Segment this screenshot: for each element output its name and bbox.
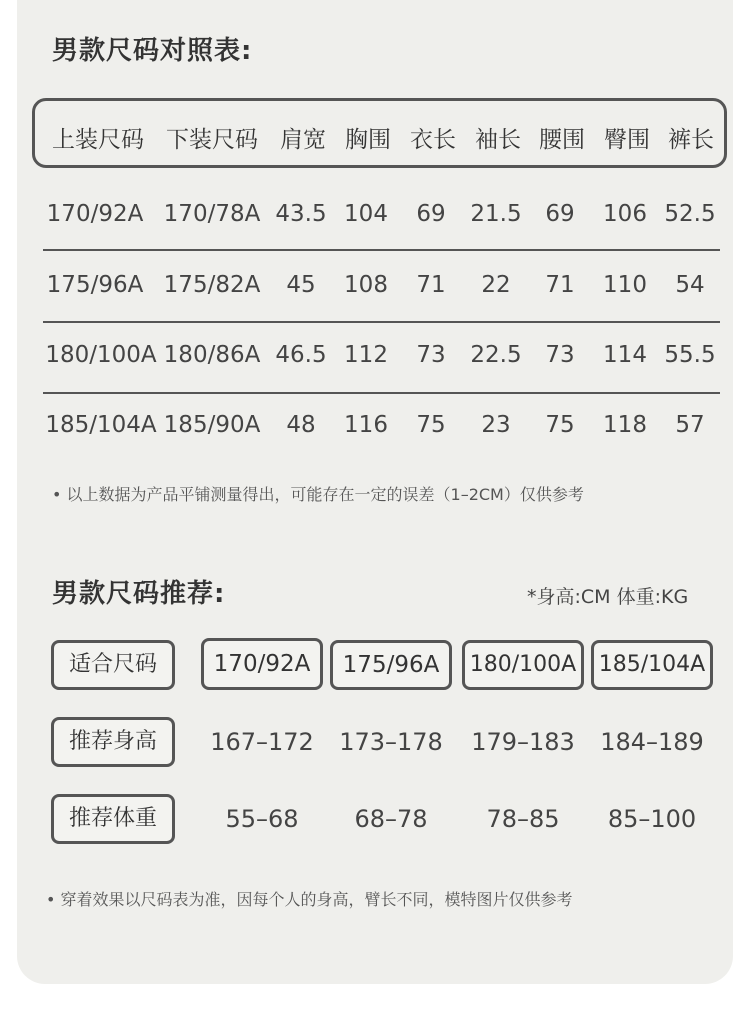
table-row [0, 272, 750, 312]
table-cell: 114 [603, 342, 647, 368]
size-value: 185/104A [598, 652, 706, 677]
table-cell: 54 [675, 272, 705, 298]
header-cell: 腰围 [539, 127, 585, 153]
table-cell: 185/104A [45, 412, 157, 438]
table-cell: 175/82A [163, 272, 261, 298]
table-cell: 71 [545, 272, 575, 298]
fit-note: • 穿着效果以尺码表为准，因每个人的身高，臂长不同，模特图片仅供参考 [46, 890, 573, 909]
size-badge [330, 640, 452, 690]
table-cell: 43.5 [275, 201, 327, 227]
header-cell: 袖长 [475, 127, 521, 153]
table-header [32, 98, 727, 168]
weight-value: 55–68 [225, 805, 299, 833]
size-value: 170/92A [213, 651, 311, 677]
header-cell: 胸围 [345, 127, 391, 153]
table-cell: 21.5 [470, 201, 522, 227]
weight-value: 78–85 [486, 805, 560, 833]
weight-value: 68–78 [354, 805, 428, 833]
size-label: 适合尺码 [68, 652, 157, 677]
recommend-title: 男款尺码推荐: [52, 579, 226, 609]
row-divider [43, 321, 720, 323]
table-cell: 73 [416, 342, 446, 368]
table-cell: 75 [545, 412, 575, 438]
table-cell: 110 [603, 272, 647, 298]
size-value: 175/96A [342, 652, 440, 678]
table-cell: 57 [675, 412, 705, 438]
row-divider [43, 392, 720, 394]
table-cell: 45 [286, 272, 316, 298]
height-label: 推荐身高 [68, 729, 157, 754]
table-cell: 22 [481, 272, 511, 298]
height-value: 179–183 [471, 728, 575, 756]
table-cell: 46.5 [275, 342, 327, 368]
size-badge [462, 640, 584, 690]
height-value: 184–189 [600, 728, 704, 756]
table-cell: 118 [603, 412, 647, 438]
weight-value: 85–100 [607, 805, 697, 833]
table-cell: 116 [344, 412, 388, 438]
height-value: 167–172 [210, 728, 314, 756]
table-cell: 73 [545, 342, 575, 368]
header-cell: 肩宽 [280, 127, 326, 153]
header-cell: 臀围 [604, 127, 650, 153]
header-cell: 上装尺码 [52, 127, 144, 153]
table-row [0, 342, 750, 382]
height-value: 173–178 [339, 728, 443, 756]
table-cell: 180/100A [45, 342, 157, 368]
measurement-note: • 以上数据为产品平铺测量得出，可能存在一定的误差（1–2CM）仅供参考 [52, 485, 584, 504]
weight-label-badge [51, 794, 175, 844]
table-cell: 71 [416, 272, 446, 298]
size-label-badge [51, 640, 175, 690]
table-cell: 104 [344, 201, 388, 227]
header-cell: 裤长 [668, 127, 714, 153]
size-badge [591, 640, 713, 690]
size-badge [201, 638, 323, 690]
table-cell: 112 [344, 342, 388, 368]
row-divider [43, 249, 720, 251]
header-cell: 下装尺码 [166, 127, 258, 153]
weight-label: 推荐体重 [68, 806, 157, 831]
table-cell: 170/78A [163, 201, 261, 227]
table-cell: 55.5 [664, 342, 716, 368]
table-cell: 23 [481, 412, 511, 438]
table-cell: 48 [286, 412, 316, 438]
unit-note: *身高:CM 体重:KG [527, 586, 689, 608]
table-cell: 22.5 [470, 342, 522, 368]
table-row [0, 412, 750, 452]
table-cell: 69 [545, 201, 575, 227]
table-cell: 106 [603, 201, 647, 227]
table-cell: 108 [344, 272, 388, 298]
size-chart-title: 男款尺码对照表: [52, 36, 253, 66]
table-cell: 170/92A [46, 201, 144, 227]
height-label-badge [51, 717, 175, 767]
header-cell: 衣长 [410, 127, 456, 153]
table-cell: 75 [416, 412, 446, 438]
table-cell: 52.5 [664, 201, 716, 227]
table-cell: 175/96A [46, 272, 144, 298]
table-row [0, 201, 750, 241]
table-cell: 185/90A [163, 412, 261, 438]
table-cell: 180/86A [163, 342, 261, 368]
size-value: 180/100A [469, 652, 577, 677]
table-cell: 69 [416, 201, 446, 227]
